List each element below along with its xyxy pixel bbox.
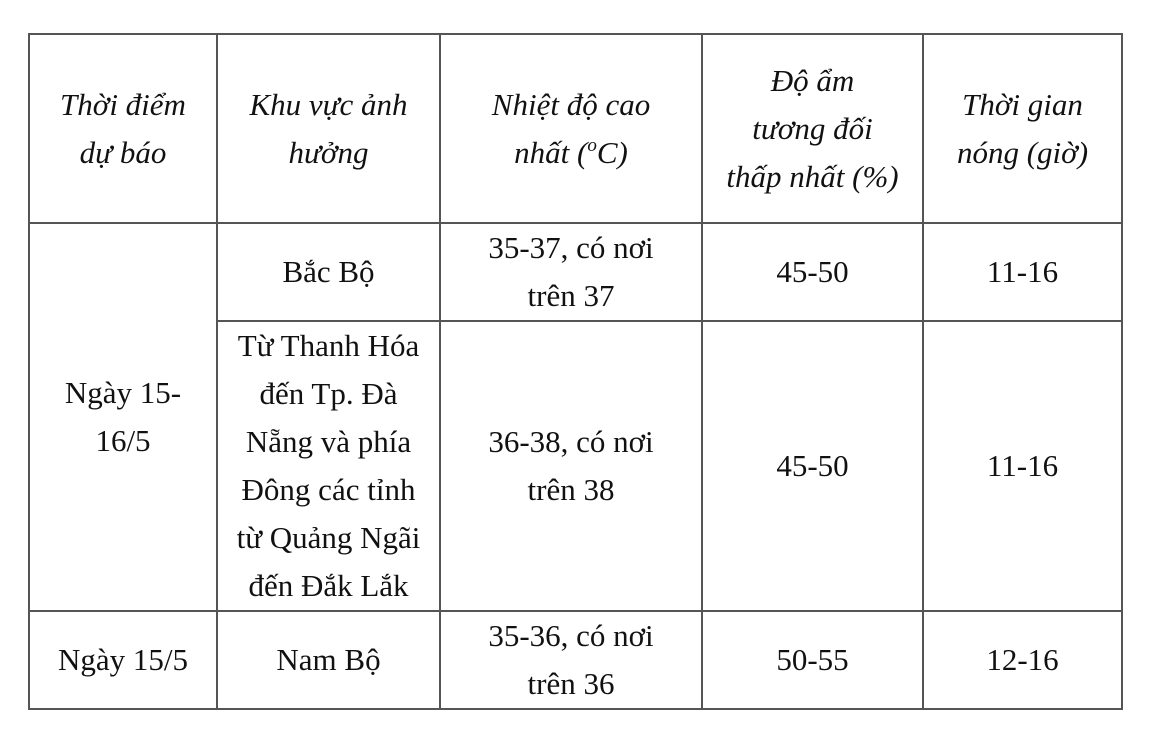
cell-forecast-time (29, 611, 217, 709)
cell-hot-hours-text: 11-16 (986, 254, 1059, 289)
header-max-temperature-prefix: Nhiệt độ cao nhất ( (491, 86, 651, 170)
header-max-temperature (440, 34, 702, 223)
header-affected-region-text: Khu vực ảnh hưởng (249, 86, 408, 170)
cell-max-temperature (440, 611, 702, 709)
cell-min-humidity-text: 50-55 (776, 642, 849, 677)
header-min-humidity (702, 34, 923, 223)
header-max-temperature-suffix: C) (596, 134, 628, 170)
cell-max-temperature-text: 36-38, có nơi trên 38 (488, 424, 654, 507)
cell-hot-hours-text: 11-16 (986, 448, 1059, 483)
cell-min-humidity-text: 45-50 (776, 448, 849, 483)
cell-min-humidity (702, 611, 923, 709)
cell-min-humidity (702, 223, 923, 321)
cell-region (217, 321, 440, 611)
cell-hot-hours (923, 223, 1122, 321)
header-min-humidity-text: Độ ẩm tương đối thấp nhất (%) (726, 62, 899, 194)
cell-region-text: Bắc Bộ (282, 254, 375, 289)
header-forecast-time (29, 34, 217, 223)
cell-forecast-time (29, 223, 217, 611)
cell-hot-hours (923, 321, 1122, 611)
heat-forecast-table (28, 33, 1123, 710)
cell-region (217, 223, 440, 321)
cell-max-temperature-text: 35-37, có nơi trên 37 (488, 230, 654, 313)
cell-max-temperature (440, 223, 702, 321)
cell-min-humidity (702, 321, 923, 611)
header-hot-hours (923, 34, 1122, 223)
cell-hot-hours-text: 12-16 (986, 642, 1059, 677)
table-row (29, 223, 1122, 321)
header-forecast-time-text: Thời điểm dự báo (60, 86, 186, 170)
cell-hot-hours (923, 611, 1122, 709)
header-hot-hours-text: Thời gian nóng (giờ) (956, 86, 1089, 170)
header-affected-region (217, 34, 440, 223)
cell-max-temperature (440, 321, 702, 611)
cell-max-temperature-text: 35-36, có nơi trên 36 (488, 618, 654, 701)
header-max-temperature-degree: o (587, 134, 597, 156)
cell-forecast-time-text: Ngày 15/5 (57, 642, 188, 677)
cell-region-text: Từ Thanh Hóa đến Tp. Đà Nẵng và phía Đông các tỉnh từ Quảng Ngãi đến Đắk Lắk (236, 328, 421, 603)
cell-min-humidity-text: 45-50 (776, 254, 849, 289)
table-header-row (29, 34, 1122, 223)
cell-region (217, 611, 440, 709)
cell-region-text: Nam Bộ (276, 642, 381, 677)
cell-forecast-time-text: Ngày 15- 16/5 (64, 375, 182, 458)
table-row (29, 611, 1122, 709)
